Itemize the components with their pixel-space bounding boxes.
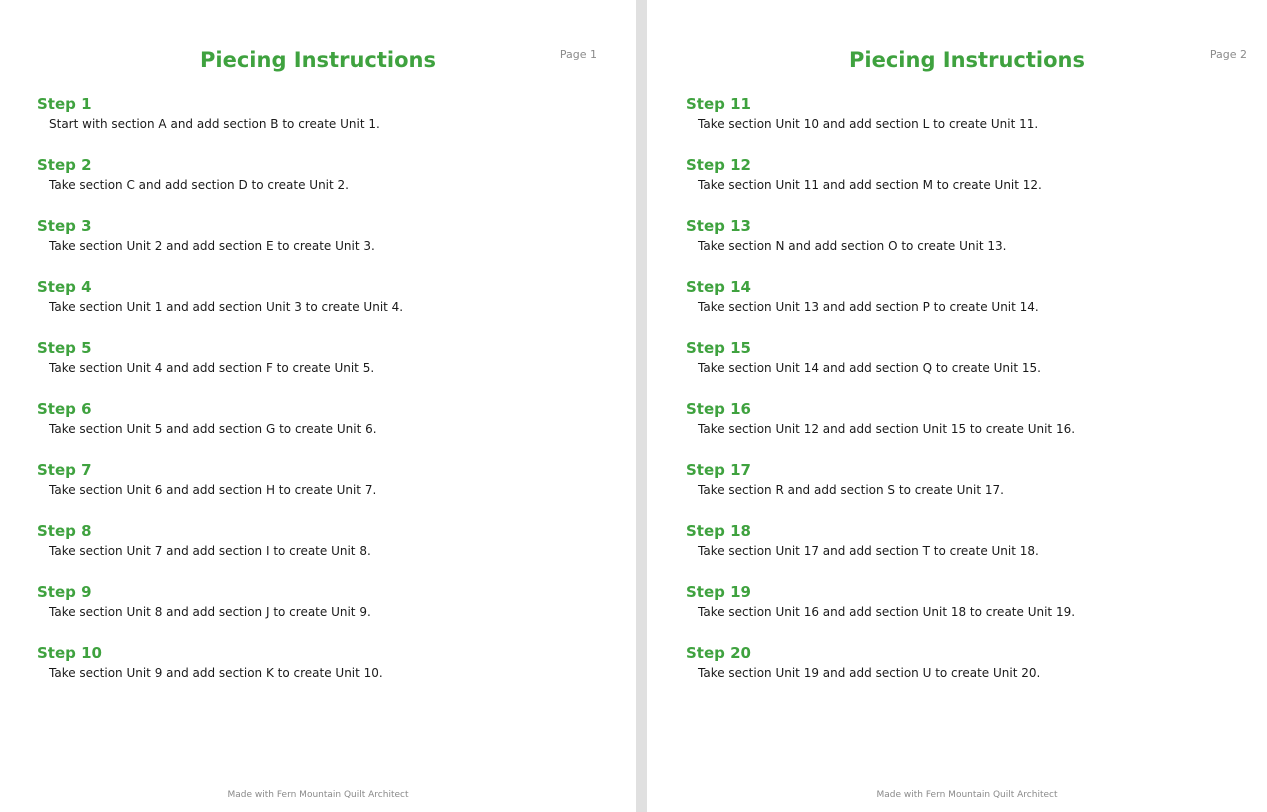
- step-item: [686, 339, 1247, 400]
- page-footer: Made with Fern Mountain Quilt Architect: [876, 790, 1058, 800]
- page-number: Page 2: [1209, 48, 1247, 61]
- step-item: [37, 644, 616, 705]
- step-item: [686, 644, 1247, 705]
- step-item: [686, 95, 1247, 156]
- step-item: [37, 400, 616, 461]
- step-item: [37, 339, 616, 400]
- step-title: Step 1: [37, 95, 92, 113]
- step-title: Step 3: [37, 217, 92, 235]
- step-text: Take section Unit 13 and add section P to create Unit 14.: [698, 300, 1039, 314]
- page-title: Piecing Instructions: [200, 48, 436, 72]
- step-text: Take section Unit 11 and add section M to create Unit 12.: [698, 178, 1042, 192]
- step-text: Take section Unit 16 and add section Unit 18 to create Unit 19.: [698, 605, 1076, 619]
- step-title: Step 13: [686, 217, 751, 235]
- step-title: Step 6: [37, 400, 92, 418]
- step-title: Step 14: [686, 278, 751, 296]
- step-text: Take section Unit 12 and add section Unit 15 to create Unit 16.: [698, 422, 1076, 436]
- step-title: Step 15: [686, 339, 751, 357]
- step-text: Take section Unit 7 and add section I to create Unit 8.: [49, 544, 371, 558]
- step-title: Step 17: [686, 461, 751, 479]
- step-text: Take section Unit 6 and add section H to create Unit 7.: [49, 483, 377, 497]
- step-text: Take section R and add section S to create Unit 17.: [698, 483, 1004, 497]
- step-text: Take section Unit 8 and add section J to create Unit 9.: [49, 605, 371, 619]
- step-text: Take section Unit 1 and add section Unit 3 to create Unit 4.: [49, 300, 404, 314]
- step-title: Step 10: [37, 644, 102, 662]
- steps-list: [37, 95, 616, 705]
- step-text: Take section N and add section O to create Unit 13.: [698, 239, 1007, 253]
- step-title: Step 7: [37, 461, 92, 479]
- step-text: Take section Unit 14 and add section Q to create Unit 15.: [698, 361, 1041, 375]
- step-text: Take section Unit 19 and add section U to create Unit 20.: [698, 666, 1041, 680]
- step-title: Step 19: [686, 583, 751, 601]
- step-item: [37, 583, 616, 644]
- page-title: Piecing Instructions: [849, 48, 1085, 72]
- page-footer: Made with Fern Mountain Quilt Architect: [227, 790, 409, 800]
- step-title: Step 5: [37, 339, 92, 357]
- step-title: Step 4: [37, 278, 92, 296]
- step-title: Step 11: [686, 95, 751, 113]
- step-title: Step 2: [37, 156, 92, 174]
- step-text: Take section Unit 5 and add section G to create Unit 6.: [49, 422, 377, 436]
- step-text: Take section Unit 2 and add section E to create Unit 3.: [49, 239, 375, 253]
- step-item: [686, 278, 1247, 339]
- step-item: [37, 522, 616, 583]
- step-item: [686, 156, 1247, 217]
- step-item: [686, 522, 1247, 583]
- step-title: Step 18: [686, 522, 751, 540]
- page-number: Page 1: [559, 48, 597, 61]
- step-text: Take section Unit 9 and add section K to create Unit 10.: [49, 666, 383, 680]
- step-item: [686, 400, 1247, 461]
- step-item: [686, 461, 1247, 522]
- step-item: [37, 156, 616, 217]
- step-item: [37, 95, 616, 156]
- step-text: Take section Unit 17 and add section T to create Unit 18.: [698, 544, 1039, 558]
- step-item: [686, 217, 1247, 278]
- step-item: [37, 278, 616, 339]
- step-title: Step 16: [686, 400, 751, 418]
- step-item: [37, 217, 616, 278]
- steps-list: [686, 95, 1247, 705]
- step-text: Take section Unit 10 and add section L to create Unit 11.: [698, 117, 1039, 131]
- step-text: Take section C and add section D to create Unit 2.: [49, 178, 349, 192]
- step-text: Take section Unit 4 and add section F to create Unit 5.: [49, 361, 375, 375]
- step-item: [37, 461, 616, 522]
- step-title: Step 8: [37, 522, 92, 540]
- step-title: Step 12: [686, 156, 751, 174]
- step-item: [686, 583, 1247, 644]
- step-title: Step 20: [686, 644, 751, 662]
- page-2: [647, 0, 1267, 812]
- step-title: Step 9: [37, 583, 92, 601]
- step-text: Start with section A and add section B to create Unit 1.: [49, 117, 380, 131]
